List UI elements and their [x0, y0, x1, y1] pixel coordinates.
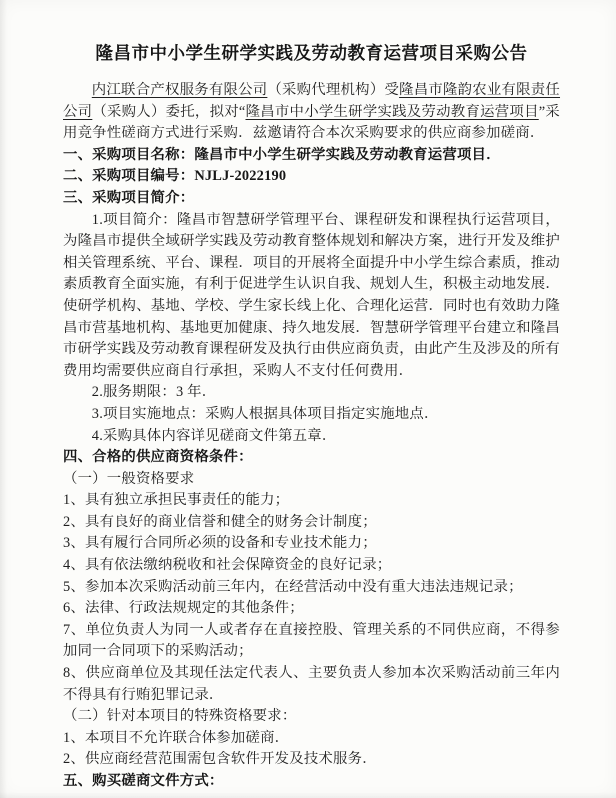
item-project-description: 1.项目简介：隆昌市智慧研学管理平台、课程研发和课程执行运营项目，为隆昌市提供全域研学实践及劳动教育整体规划和解决方案，进行开发及维护相关管理系统、平台、课程．项目的开展将全面提升中小学生综合素质，推动素质教育全面实施，有利于促进学生认识自我、规划人生，积极主动地发展．使研学机构、基地、学校、学生家长线上化、合理化运营．同时也有效助力隆昌市营基地机构、基地更加健康、持久地发展．智慧研学管理平台建立和隆昌市研学实践及劳动教育课程研发及执行由供应商负责，由此产生及涉及的所有费用均需要供应商自行承担，采购人不支付任何费用．: [63, 211, 560, 379]
document-content: [63, 40, 560, 793]
requirement-2: 2、具有良好的商业信誉和健全的财务会计制度；: [63, 513, 377, 530]
subsection-general-requirements: （一）一般资格要求: [63, 470, 195, 487]
intro-paragraph: [63, 80, 560, 145]
procurement-method-text: ”采用竞争性磋商方式进行采购．兹邀请符合本次采购要求的供应商参加磋商．: [63, 103, 560, 142]
section-project-number-heading: 二、采购项目编号：NJLJ-2022190: [63, 168, 287, 185]
requirement-3: 3、具有履行合同所必须的设备和专业技术能力；: [63, 535, 377, 552]
section-project-name-heading: 一、采购项目名称：隆昌市中小学生研学实践及劳动教育运营项目．: [63, 146, 501, 163]
item-procurement-details: 4.采购具体内容详见磋商文件第五章．: [91, 427, 337, 444]
special-requirement-1: 1、本项目不允许联合体参加磋商．: [63, 729, 290, 746]
scan-artifact-bottom: [0, 792, 616, 798]
document-title: 隆昌市中小学生研学实践及劳动教育运营项目采购公告: [95, 43, 528, 63]
agency-name: 内江联合产权服务有限公司: [91, 82, 268, 98]
purchaser-role-text: （采购人）委托，拟对“: [92, 103, 246, 120]
requirement-8: 8、供应商单位及其现任法定代表人、主要负责人参加本次采购活动前三年内不得具有行贿犯罪记录．: [63, 665, 560, 703]
subsection-special-requirements: （二）针对本项目的特殊资格要求：: [63, 708, 297, 725]
requirement-5: 5、参加本次采购活动前三年内，在经营活动中没有重大违法违规记录；: [63, 578, 523, 595]
scan-artifact-left: [0, 0, 7, 798]
purchaser-name: 隆昌市隆韵农业有限责任公司: [63, 82, 561, 120]
agency-role-text: （采购代理机构）受: [267, 82, 400, 98]
section-purchase-method-heading: 五、购买磋商文件方式：: [63, 773, 224, 789]
section-qualifications-heading: 四、合格的供应商资格条件：: [63, 449, 253, 466]
requirement-4: 4、具有依法缴纳税收和社会保障资金的良好记录；: [63, 557, 392, 574]
item-implementation-location: 3.项目实施地点：采购人根据具体项目指定实施地点．: [91, 405, 439, 422]
requirement-6: 6、法律、行政法规规定的其他条件；: [63, 600, 304, 617]
special-requirement-2: 2、供应商经营范围需包含软件开发及技术服务．: [63, 751, 377, 768]
project-name: 隆昌市中小学生研学实践及劳动教育运营项目: [245, 103, 539, 120]
item-service-term: 2.服务期限：3 年．: [91, 384, 217, 401]
requirement-7: 7、单位负责人为同一人或者存在直接控股、管理关系的不同供应商，不得参加同一合同项下的采购活动；: [63, 621, 560, 660]
requirement-1: 1、具有独立承担民事责任的能力；: [63, 492, 290, 509]
section-project-intro-heading: 三、采购项目简介：: [63, 189, 195, 206]
